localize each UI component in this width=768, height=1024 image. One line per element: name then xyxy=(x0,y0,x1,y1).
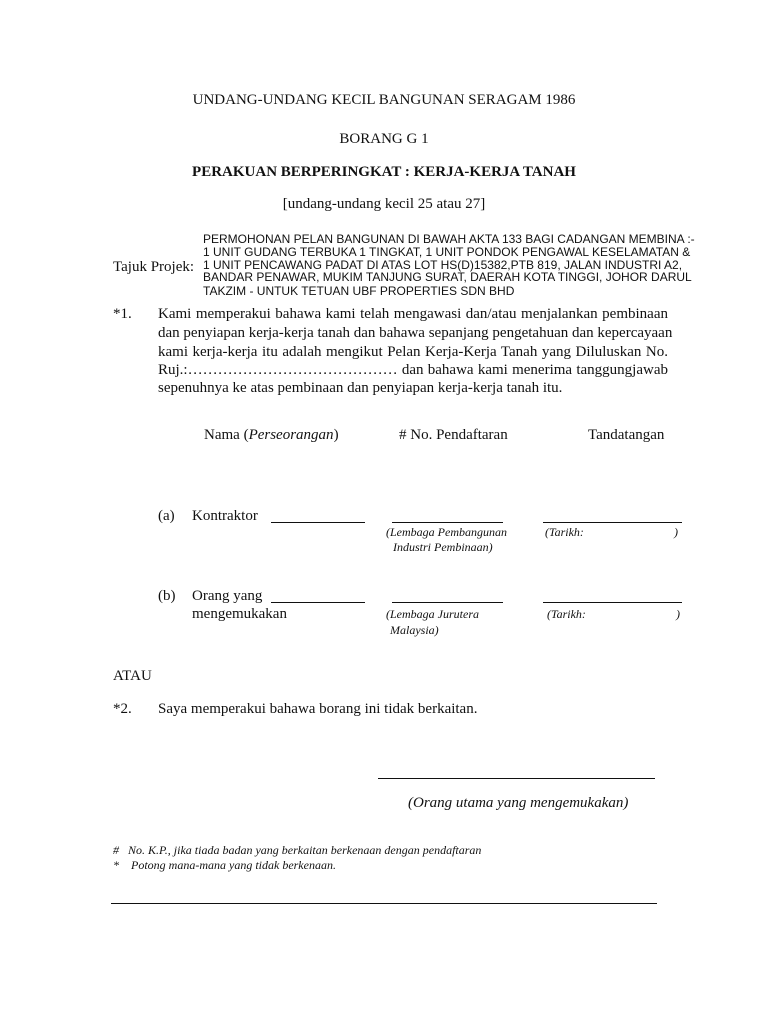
row-b-registration-note: (Lembaga Jurutera xyxy=(386,607,479,621)
law-title: UNDANG-UNDANG KECIL BANGUNAN SERAGAM 1986 xyxy=(192,92,576,108)
submitter-registration-line xyxy=(392,602,503,603)
row-b-date-label: (Tarikh: xyxy=(547,607,586,621)
row-a-date-close: ) xyxy=(674,525,678,539)
paragraph-line: kami kerja-kerja itu adalah mengikut Pelan Kerja-Kerja Tanah yang Diluluskan No. xyxy=(158,344,668,360)
column-registration-header: # No. Pendaftaran xyxy=(399,427,508,443)
row-a-letter: (a) xyxy=(158,508,175,524)
row-a-date-label: (Tarikh: xyxy=(545,525,584,539)
form-name: BORANG G 1 xyxy=(339,131,429,147)
signatory-caption: (Orang utama yang mengemukakan) xyxy=(408,795,629,811)
row-a-registration-note: (Lembaga Pembangunan xyxy=(386,525,507,539)
by-law-reference: [undang-undang kecil 25 atau 27] xyxy=(282,196,486,212)
project-line: TAKZIM - UNTUK TETUAN UBF PROPERTIES SDN BHD xyxy=(203,284,515,298)
footnote-star-mark: * xyxy=(113,858,119,872)
footnote-hash-mark: # xyxy=(113,843,119,857)
project-label: Tajuk Projek: xyxy=(113,259,195,275)
paragraph-line: Ruj.:…………………………………… dan bahawa kami menerima tanggungjawab xyxy=(158,362,668,378)
column-name-header: Nama (Perseorangan) xyxy=(204,427,339,443)
row-b-letter: (b) xyxy=(158,588,176,604)
submitter-signature-line xyxy=(543,602,682,603)
signatory-signature-line xyxy=(378,778,655,779)
project-line: 1 UNIT PENCAWANG PADAT DI ATAS LOT HS(D)15382,PTB 819, JALAN INDUSTRI A2, xyxy=(203,258,683,272)
footnote-star-text: Potong mana-mana yang tidak berkenaan. xyxy=(131,858,336,872)
row-b-label: Orang yang xyxy=(192,588,263,604)
paragraph-line: sepenuhnya ke atas pembinaan dan penyiapan kerja-kerja tanah itu. xyxy=(158,380,563,396)
row-b-date-close: ) xyxy=(676,607,680,621)
row-b-registration-note: Malaysia) xyxy=(390,623,439,637)
form-title: PERAKUAN BERPERINGKAT : KERJA-KERJA TANAH xyxy=(192,164,576,180)
contractor-registration-line xyxy=(392,522,503,523)
project-line: BANDAR PENAWAR, MUKIM TANJUNG SURAT, DAERAH KOTA TINGGI, JOHOR DARUL xyxy=(203,270,692,284)
section1-number: *1. xyxy=(113,306,132,322)
row-b-label: mengemukakan xyxy=(192,606,287,622)
submitter-name-line xyxy=(271,602,365,603)
paragraph-line: dan penyiapan kerja-kerja tanah dan bahawa sepanjang pengetahuan dan kepercayaan xyxy=(158,325,673,341)
paragraph-line: Kami memperakui bahawa kami telah mengawasi dan/atau menjalankan pembinaan xyxy=(158,306,668,322)
section2-text: Saya memperakui bahawa borang ini tidak berkaitan. xyxy=(158,701,478,717)
project-line: PERMOHONAN PELAN BANGUNAN DI BAWAH AKTA 133 BAGI CADANGAN MEMBINA :- xyxy=(203,232,695,246)
row-a-registration-note: Industri Pembinaan) xyxy=(393,540,493,554)
contractor-name-line xyxy=(271,522,365,523)
or-separator: ATAU xyxy=(113,668,152,684)
project-line: 1 UNIT GUDANG TERBUKA 1 TINGKAT, 1 UNIT PONDOK PENGAWAL KESELAMATAN & xyxy=(203,245,691,259)
contractor-signature-line xyxy=(543,522,682,523)
bottom-rule xyxy=(111,903,657,904)
column-signature-header: Tandatangan xyxy=(588,427,665,443)
row-a-label: Kontraktor xyxy=(192,508,258,524)
footnote-hash-text: No. K.P., jika tiada badan yang berkaitan berkenaan dengan pendaftaran xyxy=(128,843,482,857)
section2-number: *2. xyxy=(113,701,132,717)
